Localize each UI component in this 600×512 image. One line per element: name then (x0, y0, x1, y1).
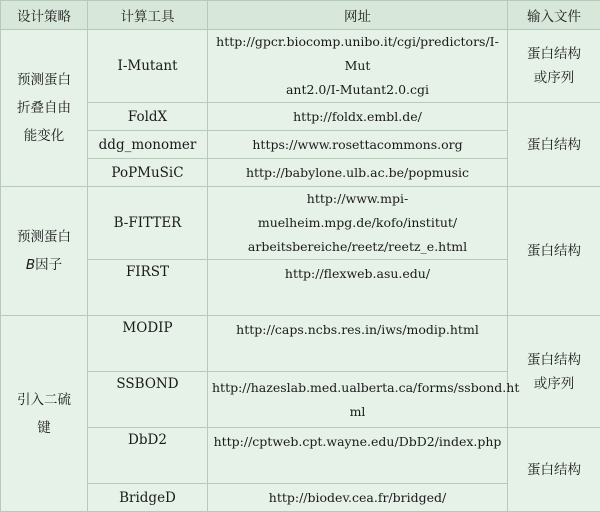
url-line-2[interactable]: arbeitsbereiche/reetz/reetz_e.html (248, 239, 467, 254)
input-text: 蛋白结构或序列 (526, 348, 583, 396)
url-cell[interactable]: http://biodev.cea.fr/bridged/ (208, 484, 508, 512)
input-cell (508, 30, 600, 103)
tool-cell: SSBOND (88, 372, 208, 428)
url-line-1[interactable]: http://www.mpi-muelheim.mpg.de/kofo/institut/ (258, 191, 457, 230)
url-cell[interactable]: http://babylone.ulb.ac.be/popmusic (208, 159, 508, 187)
input-cell: 蛋白结构 (508, 103, 600, 187)
url-cell (208, 30, 508, 103)
input-cell: 蛋白结构 (508, 187, 600, 316)
url-cell (208, 187, 508, 260)
table-row (1, 316, 600, 372)
table-row (1, 187, 600, 260)
header-strategy: 设计策略 (1, 1, 88, 30)
tool-cell: FIRST (88, 260, 208, 316)
url-cell[interactable]: http://flexweb.asu.edu/ (208, 260, 508, 316)
url-cell[interactable]: https://www.rosettacommons.org (208, 131, 508, 159)
url-line-1[interactable]: http://hazeslab.med.ualberta.ca/forms/ssbond.ht (212, 380, 519, 395)
url-line-2[interactable]: ant2.0/I-Mutant2.0.cgi (286, 82, 429, 97)
tool-cell: B-FITTER (88, 187, 208, 260)
table-row (1, 428, 600, 484)
table-row (1, 30, 600, 103)
tool-cell: BridgeD (88, 484, 208, 512)
input-text: 蛋白结构或序列 (526, 42, 583, 90)
tool-cell: FoldX (88, 103, 208, 131)
header-row (1, 1, 600, 30)
input-cell: 蛋白结构 (508, 428, 600, 512)
strategy-cell (1, 187, 88, 316)
strategy-text: 引入二硫键 (16, 386, 73, 442)
input-cell (508, 316, 600, 428)
tool-cell: I-Mutant (88, 30, 208, 103)
url-cell[interactable]: http://caps.ncbs.res.in/iws/modip.html (208, 316, 508, 372)
header-tool: 计算工具 (88, 1, 208, 30)
strategy-text: 预测蛋白 (17, 229, 71, 245)
strategy-text: 因子 (35, 257, 62, 273)
url-line-2[interactable]: ml (350, 404, 366, 419)
url-cell[interactable]: http://foldx.embl.de/ (208, 103, 508, 131)
tool-cell: DbD2 (88, 428, 208, 484)
url-cell[interactable]: http://cptweb.cpt.wayne.edu/DbD2/index.php (208, 428, 508, 484)
tool-cell: MODIP (88, 316, 208, 372)
strategy-b-symbol: B (26, 257, 35, 273)
tool-cell: ddg_monomer (88, 131, 208, 159)
table-row (1, 103, 600, 131)
strategy-text: 预测蛋白折叠自由能变化 (16, 66, 73, 150)
strategy-cell (1, 316, 88, 512)
url-cell (208, 372, 508, 428)
header-url: 网址 (208, 1, 508, 30)
url-line-1[interactable]: http://gpcr.biocomp.unibo.it/cgi/predictors/I-Mut (216, 34, 499, 73)
header-input: 输入文件 (508, 1, 600, 30)
strategy-cell (1, 30, 88, 187)
tool-cell: PoPMuSiC (88, 159, 208, 187)
